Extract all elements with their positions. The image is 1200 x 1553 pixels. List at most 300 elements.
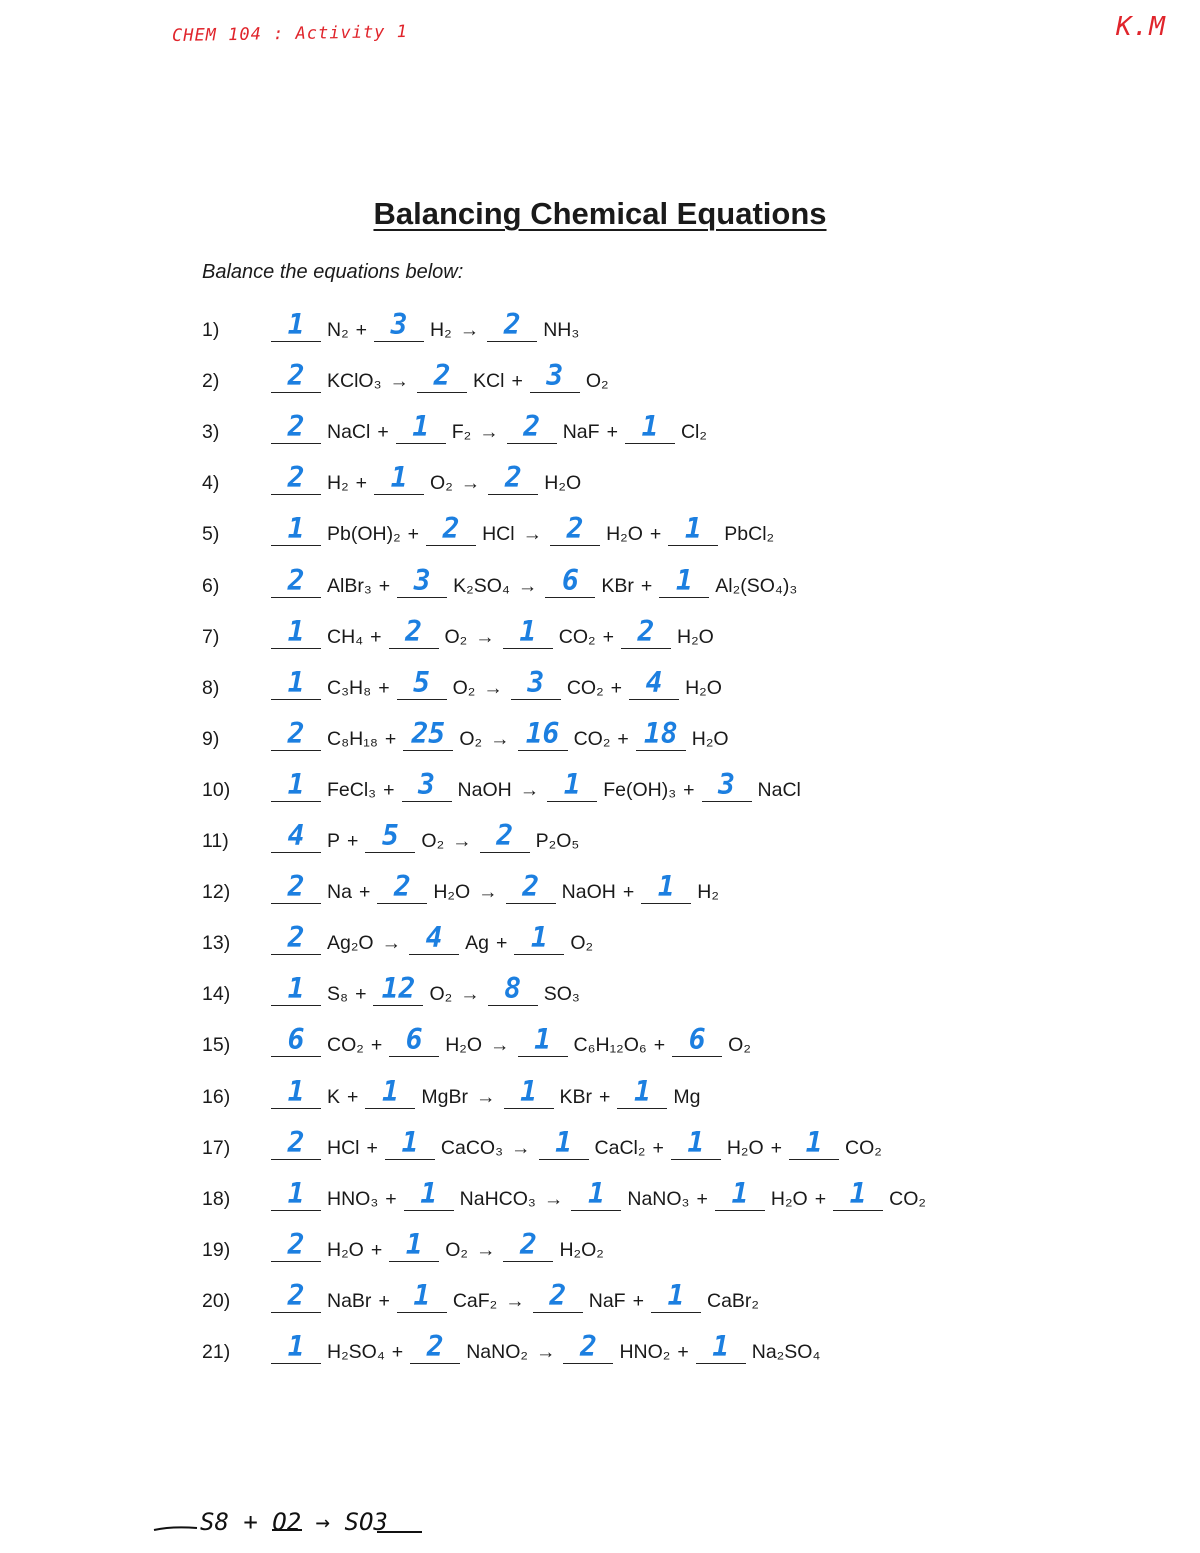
handwritten-coefficient: 1 <box>657 870 675 904</box>
product-formula: Mg <box>673 1085 701 1108</box>
handwritten-coefficient: 1 <box>401 1125 419 1159</box>
handwritten-coefficient: 2 <box>523 410 541 444</box>
yield-arrow-icon: → <box>483 676 503 699</box>
handwritten-coefficient: 2 <box>433 359 451 393</box>
reactant-formula: S₈ <box>327 983 349 1006</box>
product-formula: H₂O₂ <box>559 1238 604 1261</box>
coefficient-blank[interactable] <box>402 767 452 802</box>
handwritten-coefficient: 2 <box>549 1278 567 1312</box>
handwritten-coefficient: 1 <box>534 1023 551 1057</box>
coefficient-blank[interactable] <box>659 563 709 598</box>
equation-row <box>202 1073 704 1109</box>
coefficient-blank[interactable] <box>271 1074 321 1109</box>
coefficient-blank[interactable] <box>271 461 321 495</box>
equation-number: 11) <box>202 830 229 852</box>
handwritten-coefficient: 1 <box>563 767 581 801</box>
handwritten-coefficient: 1 <box>413 1278 431 1312</box>
handwritten-coefficient: 2 <box>393 870 411 904</box>
reactant-formula: O₂ <box>430 472 453 495</box>
coefficient-blank[interactable] <box>488 972 538 1006</box>
coefficient-blank[interactable] <box>629 665 679 700</box>
coefficient-blank[interactable] <box>530 359 580 393</box>
plus-sign: + <box>370 625 382 648</box>
equation-row <box>202 562 800 598</box>
handwritten-coefficient: 1 <box>684 512 702 546</box>
coefficient-blank[interactable] <box>651 1278 701 1313</box>
reactant-formula: MgBr <box>421 1085 468 1108</box>
handwritten-coefficient: 2 <box>287 1227 305 1261</box>
equation-number: 21) <box>202 1341 231 1363</box>
reactant-formula: AlBr₃ <box>327 574 372 597</box>
product-formula: O₂ <box>585 370 609 393</box>
plus-sign: + <box>378 574 391 597</box>
plus-sign: + <box>377 421 389 444</box>
equation-row <box>202 817 582 853</box>
coefficient-blank[interactable] <box>271 665 321 700</box>
coefficient-blank[interactable] <box>480 819 530 853</box>
equation-row <box>202 1328 823 1364</box>
coefficient-blank[interactable] <box>550 512 600 546</box>
handwritten-coefficient: 2 <box>566 512 584 546</box>
coefficient-blank[interactable] <box>625 410 675 444</box>
coefficient-blank[interactable] <box>271 512 321 546</box>
coefficient-blank[interactable] <box>271 1278 321 1313</box>
handwritten-coefficient: 2 <box>503 308 521 341</box>
reactant-formula: C₃H₈ <box>327 676 372 699</box>
coefficient-blank[interactable] <box>511 665 561 700</box>
handwritten-coefficient: 1 <box>520 1074 537 1108</box>
product-formula: Cl₂ <box>680 421 707 444</box>
coefficient-blank[interactable] <box>533 1278 583 1313</box>
product-formula: KCl <box>473 370 505 393</box>
equation-row <box>202 868 722 904</box>
product-formula: H₂O <box>685 676 722 699</box>
handwritten-coefficient: 1 <box>675 563 693 597</box>
handwritten-coefficient: 2 <box>287 563 305 597</box>
handwritten-coefficient: 1 <box>287 614 305 648</box>
reactant-formula: NaCl <box>327 421 371 444</box>
coefficient-blank[interactable] <box>271 1176 321 1211</box>
yield-arrow-icon: → <box>535 1341 556 1363</box>
yield-arrow-icon: → <box>460 983 480 1006</box>
coefficient-blank[interactable] <box>271 1330 321 1364</box>
coefficient-blank[interactable] <box>671 1125 721 1160</box>
product-formula: HNO₂ <box>619 1341 671 1363</box>
coefficient-blank[interactable] <box>545 563 595 598</box>
coefficient-blank[interactable] <box>518 716 568 751</box>
product-formula: CO₂ <box>889 1187 926 1210</box>
handwritten-coefficient: 1 <box>412 410 430 444</box>
equation-row <box>202 510 777 546</box>
coefficient-blank[interactable] <box>385 1125 435 1160</box>
reactant-formula: HCl <box>482 523 515 546</box>
handwritten-coefficient: 2 <box>287 461 305 495</box>
equation-number: 5) <box>202 523 220 546</box>
product-formula: Al₂(SO₄)₃ <box>715 574 798 597</box>
product-formula: H₂O <box>770 1187 808 1210</box>
product-formula: O₂ <box>570 932 594 955</box>
handwritten-coefficient: 2 <box>522 870 540 904</box>
product-formula: H₂O <box>606 523 643 546</box>
handwritten-coefficient: 3 <box>527 665 545 699</box>
coefficient-blank[interactable] <box>271 767 321 802</box>
handwritten-coefficient: 16 <box>525 716 560 750</box>
reactant-formula: NaBr <box>327 1289 372 1312</box>
coefficient-blank[interactable] <box>271 1227 321 1262</box>
yield-arrow-icon: → <box>476 1085 496 1108</box>
handwritten-coefficient: 2 <box>287 359 305 393</box>
plus-sign: + <box>632 1289 644 1312</box>
equation-number: 14) <box>202 983 231 1006</box>
handwritten-coefficient: 2 <box>580 1330 597 1363</box>
plus-sign: + <box>606 421 618 444</box>
product-formula: CaBr₂ <box>706 1289 759 1312</box>
plus-sign: + <box>602 625 614 648</box>
equation-number: 18) <box>202 1187 231 1210</box>
yield-arrow-icon: → <box>490 727 510 750</box>
reactant-formula: O₂ <box>459 727 483 750</box>
reactant-formula: H₂O <box>327 1238 364 1261</box>
coefficient-blank[interactable] <box>539 1125 589 1160</box>
coefficient-blank[interactable] <box>374 461 424 495</box>
plus-sign: + <box>366 1136 378 1159</box>
coefficient-blank[interactable] <box>789 1125 839 1160</box>
reactant-formula: O₂ <box>421 830 445 852</box>
product-formula: CO₂ <box>566 676 604 699</box>
equation-row <box>202 1175 929 1211</box>
product-formula: O₂ <box>728 1034 751 1057</box>
plus-sign: + <box>622 881 635 904</box>
reactant-formula: O₂ <box>445 1238 468 1261</box>
equation-number: 7) <box>202 625 220 648</box>
handwritten-coefficient: 1 <box>731 1176 749 1210</box>
product-formula: KBr <box>601 574 634 597</box>
coefficient-blank[interactable] <box>503 1227 553 1262</box>
handwritten-coefficient: 1 <box>287 767 305 801</box>
coefficient-blank[interactable] <box>397 563 447 598</box>
reactant-formula: KClO₃ <box>327 370 382 393</box>
reactant-formula: CO₂ <box>327 1034 364 1057</box>
handwritten-coefficient: 1 <box>390 461 408 495</box>
handwritten-coefficient: 1 <box>519 614 537 648</box>
yield-arrow-icon: → <box>459 319 480 341</box>
coefficient-blank[interactable] <box>617 1074 667 1109</box>
coefficient-blank[interactable] <box>373 972 423 1006</box>
plus-sign: + <box>347 1085 359 1108</box>
equation-row <box>202 613 717 649</box>
plus-sign: + <box>610 676 623 699</box>
coefficient-blank[interactable] <box>389 1023 439 1057</box>
handwritten-coefficient: 8 <box>504 972 522 1006</box>
coefficient-blank[interactable] <box>636 716 686 751</box>
coefficient-blank[interactable] <box>271 921 321 955</box>
coefficient-blank[interactable] <box>397 665 447 700</box>
coefficient-blank[interactable] <box>518 1023 568 1057</box>
plus-sign: + <box>370 1238 383 1261</box>
handwritten-coefficient: 1 <box>420 1176 438 1210</box>
handwritten-coefficient: 4 <box>425 921 443 955</box>
yield-arrow-icon: → <box>381 932 402 955</box>
handwritten-coefficient: 1 <box>381 1074 399 1108</box>
handwritten-coefficient: 2 <box>287 410 305 444</box>
yield-arrow-icon: → <box>522 523 543 546</box>
handwritten-coefficient: 1 <box>587 1176 605 1210</box>
yield-arrow-icon: → <box>479 421 499 444</box>
reactant-formula: K₂SO₄ <box>453 574 510 597</box>
handwritten-coefficient: 3 <box>390 308 408 341</box>
plus-sign: + <box>511 370 523 393</box>
yield-arrow-icon: → <box>511 1136 531 1159</box>
coefficient-blank[interactable] <box>668 512 718 546</box>
reactant-formula: CaF₂ <box>452 1289 498 1312</box>
coefficient-blank[interactable] <box>514 921 564 955</box>
page-title: Balancing Chemical Equations <box>373 196 827 231</box>
coefficient-blank[interactable] <box>672 1023 722 1057</box>
plus-sign: + <box>814 1187 827 1210</box>
reactant-formula: O₂ <box>444 625 468 648</box>
coefficient-blank[interactable] <box>506 870 556 904</box>
product-formula: H₂O <box>726 1136 764 1159</box>
reactant-formula: H₂ <box>327 472 349 495</box>
equation-row <box>202 306 582 342</box>
handwritten-coefficient: 4 <box>287 819 305 852</box>
handwritten-coefficient: 2 <box>442 512 460 546</box>
course-handwritten-note: CHEM 104 : Activity 1 <box>171 21 409 47</box>
equation-row <box>202 1124 885 1160</box>
coefficient-blank[interactable] <box>410 1330 460 1364</box>
coefficient-blank[interactable] <box>487 308 537 342</box>
product-formula: NaOH <box>561 881 616 904</box>
product-formula: NaNO₃ <box>627 1187 690 1210</box>
reactant-formula: NaOH <box>457 778 512 801</box>
coefficient-blank[interactable] <box>417 359 467 393</box>
handwritten-coefficient: 4 <box>645 665 663 699</box>
coefficient-blank[interactable] <box>504 1074 554 1109</box>
equation-row <box>202 1021 754 1057</box>
plus-sign: + <box>683 778 695 801</box>
handwritten-coefficient: 2 <box>287 716 305 750</box>
handwritten-coefficient: 1 <box>287 308 305 341</box>
handwritten-coefficient: 1 <box>287 665 305 699</box>
coefficient-blank[interactable] <box>365 819 415 853</box>
coefficient-blank[interactable] <box>396 410 446 444</box>
product-formula: H₂O <box>691 727 729 750</box>
product-formula: NaF <box>562 421 600 444</box>
handwritten-coefficient: 2 <box>287 1278 305 1312</box>
coefficient-blank[interactable] <box>271 563 321 598</box>
handwritten-coefficient: 1 <box>633 1074 651 1108</box>
coefficient-blank[interactable] <box>507 410 557 444</box>
yield-arrow-icon: → <box>505 1289 525 1312</box>
plus-sign: + <box>696 1187 708 1210</box>
plus-sign: + <box>378 676 390 699</box>
product-formula: H₂O <box>544 472 582 495</box>
reactant-formula: Ag₂O <box>327 932 374 955</box>
handwritten-coefficient: 2 <box>287 921 305 955</box>
product-formula: CO₂ <box>573 727 611 750</box>
plus-sign: + <box>640 574 653 597</box>
handwritten-coefficient: 6 <box>287 1023 305 1057</box>
coefficient-blank[interactable] <box>409 921 459 955</box>
coefficient-blank[interactable] <box>696 1330 746 1364</box>
initials-handwritten-note: K.M <box>1116 12 1166 42</box>
handwritten-coefficient: 2 <box>287 1125 305 1159</box>
plus-sign: + <box>355 319 368 341</box>
reactant-formula: O₂ <box>429 983 453 1006</box>
product-formula: H₂O <box>676 625 714 648</box>
equation-row <box>202 664 725 700</box>
handwritten-coefficient: 18 <box>643 716 678 750</box>
handwritten-coefficient: 2 <box>520 1227 537 1261</box>
plus-sign: + <box>385 1187 397 1210</box>
yield-arrow-icon: → <box>517 574 538 597</box>
coefficient-blank[interactable] <box>271 819 321 853</box>
coefficient-blank[interactable] <box>271 308 321 342</box>
coefficient-blank[interactable] <box>621 614 671 649</box>
plus-sign: + <box>770 1136 783 1159</box>
coefficient-blank[interactable] <box>374 308 424 342</box>
yield-arrow-icon: → <box>543 1187 564 1210</box>
coefficient-blank[interactable] <box>426 512 476 546</box>
yield-arrow-icon: → <box>452 830 472 852</box>
coefficient-blank[interactable] <box>271 1125 321 1160</box>
equation-row <box>202 1226 607 1262</box>
equation-row <box>202 459 584 495</box>
handwritten-coefficient: 25 <box>411 716 446 750</box>
product-formula: PbCl₂ <box>724 523 775 546</box>
handwritten-coefficient: 1 <box>287 1176 305 1210</box>
handwritten-coefficient: 2 <box>637 614 655 648</box>
equation-number: 16) <box>202 1085 231 1108</box>
yield-arrow-icon: → <box>475 625 495 648</box>
coefficient-blank[interactable] <box>702 767 752 802</box>
equation-number: 10) <box>202 778 231 801</box>
handwritten-coefficient: 1 <box>805 1125 823 1159</box>
coefficient-blank[interactable] <box>397 1278 447 1313</box>
reactant-formula: C₈H₁₈ <box>327 727 378 750</box>
equation-number: 17) <box>202 1136 231 1159</box>
yield-arrow-icon: → <box>519 778 540 801</box>
handwritten-coefficient: 1 <box>287 1074 305 1108</box>
coefficient-blank[interactable] <box>271 972 321 1006</box>
coefficient-blank[interactable] <box>641 870 691 904</box>
reactant-formula: FeCl₃ <box>327 778 377 801</box>
equation-number: 3) <box>202 421 220 444</box>
reactant-formula: O₂ <box>452 676 476 699</box>
product-formula: P₂O₅ <box>535 830 580 852</box>
yield-arrow-icon: → <box>460 472 481 495</box>
plus-sign: + <box>358 881 371 904</box>
reactant-formula: P <box>327 830 341 852</box>
handwritten-coefficient: 3 <box>718 767 735 801</box>
handwritten-coefficient: 1 <box>712 1330 730 1363</box>
coefficient-blank[interactable] <box>389 1227 439 1262</box>
equation-number: 20) <box>202 1289 231 1312</box>
coefficient-blank[interactable] <box>271 614 321 649</box>
equation-number: 9) <box>202 727 220 750</box>
handwritten-coefficient: 6 <box>405 1023 423 1057</box>
product-formula: CaCl₂ <box>594 1136 646 1159</box>
equation-number: 12) <box>202 881 231 904</box>
handwritten-coefficient: 3 <box>418 767 435 801</box>
handwritten-coefficient: 2 <box>287 870 305 904</box>
coefficient-blank[interactable] <box>488 461 538 495</box>
handwritten-coefficient: 3 <box>546 359 564 393</box>
equation-row <box>202 715 732 751</box>
bottom-handwritten-equation: S8 + O2 → SO3 <box>200 1508 388 1536</box>
equation-row <box>202 1277 762 1313</box>
equation-number: 8) <box>202 676 220 699</box>
handwritten-coefficient: 1 <box>287 972 305 1006</box>
reactant-formula: K <box>327 1085 341 1108</box>
coefficient-blank[interactable] <box>715 1176 765 1211</box>
plus-sign: + <box>649 523 662 546</box>
coefficient-blank[interactable] <box>377 870 427 904</box>
handwritten-coefficient: 6 <box>561 563 579 597</box>
handwritten-coefficient: 12 <box>381 972 416 1006</box>
handwritten-coefficient: 1 <box>287 1330 305 1363</box>
coefficient-blank[interactable] <box>503 614 553 649</box>
coefficient-blank[interactable] <box>271 359 321 393</box>
reactant-formula: Pb(OH)₂ <box>327 523 401 546</box>
equation-number: 19) <box>202 1238 231 1261</box>
coefficient-blank[interactable] <box>571 1176 621 1211</box>
coefficient-blank[interactable] <box>365 1074 415 1109</box>
handwritten-coefficient: 1 <box>641 410 659 444</box>
coefficient-blank[interactable] <box>271 410 321 444</box>
coefficient-blank[interactable] <box>833 1176 883 1211</box>
equation-number: 6) <box>202 574 220 597</box>
coefficient-blank[interactable] <box>563 1330 613 1364</box>
coefficient-blank[interactable] <box>271 870 321 904</box>
coefficient-blank[interactable] <box>547 767 597 802</box>
plus-sign: + <box>355 472 368 495</box>
plus-sign: + <box>652 1136 664 1159</box>
coefficient-blank[interactable] <box>271 716 321 751</box>
plus-sign: + <box>384 727 397 750</box>
handwritten-coefficient: 3 <box>413 563 431 597</box>
equation-row <box>202 919 596 955</box>
plus-sign: + <box>677 1341 689 1363</box>
equation-number: 4) <box>202 472 220 495</box>
product-formula: NH₃ <box>543 319 580 341</box>
reactant-formula: H₂SO₄ <box>327 1341 385 1363</box>
handwritten-coefficient: 2 <box>426 1330 444 1363</box>
handwritten-coefficient: 6 <box>688 1023 706 1057</box>
coefficient-blank[interactable] <box>389 614 439 649</box>
equation-row <box>202 408 710 444</box>
plus-sign: + <box>383 778 395 801</box>
coefficient-blank[interactable] <box>271 1023 321 1057</box>
handwritten-coefficient: 1 <box>555 1125 572 1159</box>
handwritten-coefficient: 1 <box>667 1278 685 1312</box>
reactant-formula: H₂O <box>445 1034 483 1057</box>
coefficient-blank[interactable] <box>404 1176 454 1211</box>
reactant-formula: HCl <box>327 1136 360 1159</box>
reactant-formula: Na <box>327 881 352 904</box>
plus-sign: + <box>355 983 367 1006</box>
plus-sign: + <box>617 727 629 750</box>
reactant-formula: CaCO₃ <box>440 1136 504 1159</box>
product-formula: Fe(OH)₃ <box>603 778 677 801</box>
reactant-formula: CH₄ <box>327 625 364 648</box>
reactant-formula: N₂ <box>327 319 349 341</box>
yield-arrow-icon: → <box>478 881 498 904</box>
product-formula: H₂ <box>697 881 719 904</box>
coefficient-blank[interactable] <box>403 716 453 751</box>
equation-row <box>202 970 583 1006</box>
product-formula: Na₂SO₄ <box>751 1341 821 1363</box>
